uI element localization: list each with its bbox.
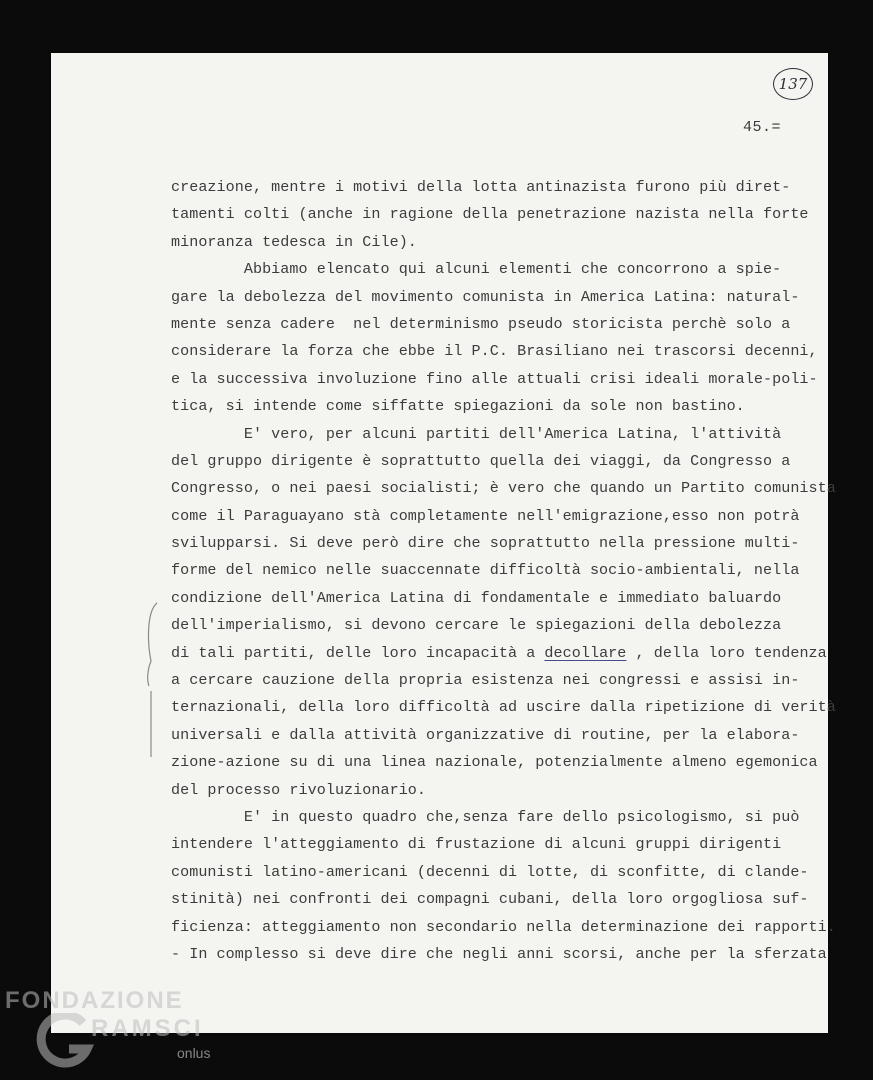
text-line: zione-azione su di una linea nazionale, potenzialmente almeno egemonica [171, 753, 818, 772]
watermark-line-1: FONDAZIONE [5, 987, 184, 1014]
text-line: considerare la forza che ebbe il P.C. Brasiliano nei trascorsi decenni, [171, 342, 818, 361]
text-line: E' in questo quadro che,senza fare dello psicologismo, si può [171, 807, 800, 826]
text-line: creazione, mentre i motivi della lotta antinazista furono più diret- [171, 178, 791, 196]
text-line: comunisti latino-americani (decenni di lotte, di sconfitte, di clande- [171, 862, 809, 881]
text-line: svilupparsi. Si deve però dire che soprattutto nella pressione multi- [171, 534, 800, 553]
text-line: intendere l'atteggiamento di frustazione di alcuni gruppi dirigenti [171, 835, 782, 854]
watermark-line-2: RAMSCI [91, 1015, 204, 1042]
text-line: - In complesso si deve dire che negli anni scorsi, anche per la sferzata [171, 944, 827, 963]
watermark-line-3: onlus [177, 1045, 211, 1061]
text-line: condizione dell'America Latina di fondamentale e immediato baluardo [171, 588, 782, 607]
text-line: forme del nemico nelle suaccennate difficoltà socio-ambientali, nella [171, 561, 800, 580]
gramsci-g-logo-icon [35, 1013, 95, 1073]
text-line: Congresso, o nei paesi socialisti; è vero che quando un Partito comunista [171, 479, 836, 498]
text-line: mente senza cadere nel determinismo pseudo storicista perchè solo a [171, 314, 791, 333]
margin-bracket-annotation [145, 601, 159, 759]
page-number: 45.= [743, 119, 782, 136]
document-page [51, 53, 836, 1033]
text-line: minoranza tedesca in Cile). [171, 232, 417, 251]
text-line: dell'imperialismo, si devono cercare le spiegazioni della debolezza [171, 616, 782, 635]
text-line: stinità) nei confronti dei compagni cubani, della loro orgogliosa suf- [171, 890, 809, 909]
text-line: ternazionali, della loro difficoltà ad uscire dalla ripetizione di verità [171, 698, 836, 717]
text-line: a cercare cauzione della propria esistenza nei congressi e assisi in- [171, 671, 800, 690]
fondazione-gramsci-watermark [5, 987, 220, 1077]
text-line: di tali partiti, delle loro incapacità a decollare , della loro tendenza [171, 643, 827, 662]
archive-stamp-number: 137 [778, 75, 808, 93]
text-line: del gruppo dirigente è soprattutto quella dei viaggi, da Congresso a [171, 451, 791, 470]
text-line: gare la debolezza del movimento comunista in America Latina: natural- [171, 287, 800, 306]
text-line: E' vero, per alcuni partiti dell'America Latina, l'attività [171, 424, 782, 443]
text-line: Abbiamo elencato qui alcuni elementi che concorrono a spie- [171, 260, 782, 279]
text-line: come il Paraguayano stà completamente nell'emigrazione,esso non potrà [171, 506, 800, 525]
text-line: e la successiva involuzione fino alle attuali crisi ideali morale-poli- [171, 369, 818, 388]
text-line: ficienza: atteggiamento non secondario nella determinazione dei rapporti. [171, 917, 836, 936]
text-line: universali e dalla attività organizzative di routine, per la elabora- [171, 725, 800, 744]
archive-page-stamp [773, 68, 813, 100]
text-line: tamenti colti (anche in ragione della penetrazione nazista nella forte [171, 205, 809, 224]
typed-text-body [171, 174, 836, 968]
text-line: tica, si intende come siffatte spiegazioni da sole non bastino. [171, 397, 745, 416]
text-line: del processo rivoluzionario. [171, 780, 427, 799]
underlined-word: decollare [544, 643, 627, 662]
